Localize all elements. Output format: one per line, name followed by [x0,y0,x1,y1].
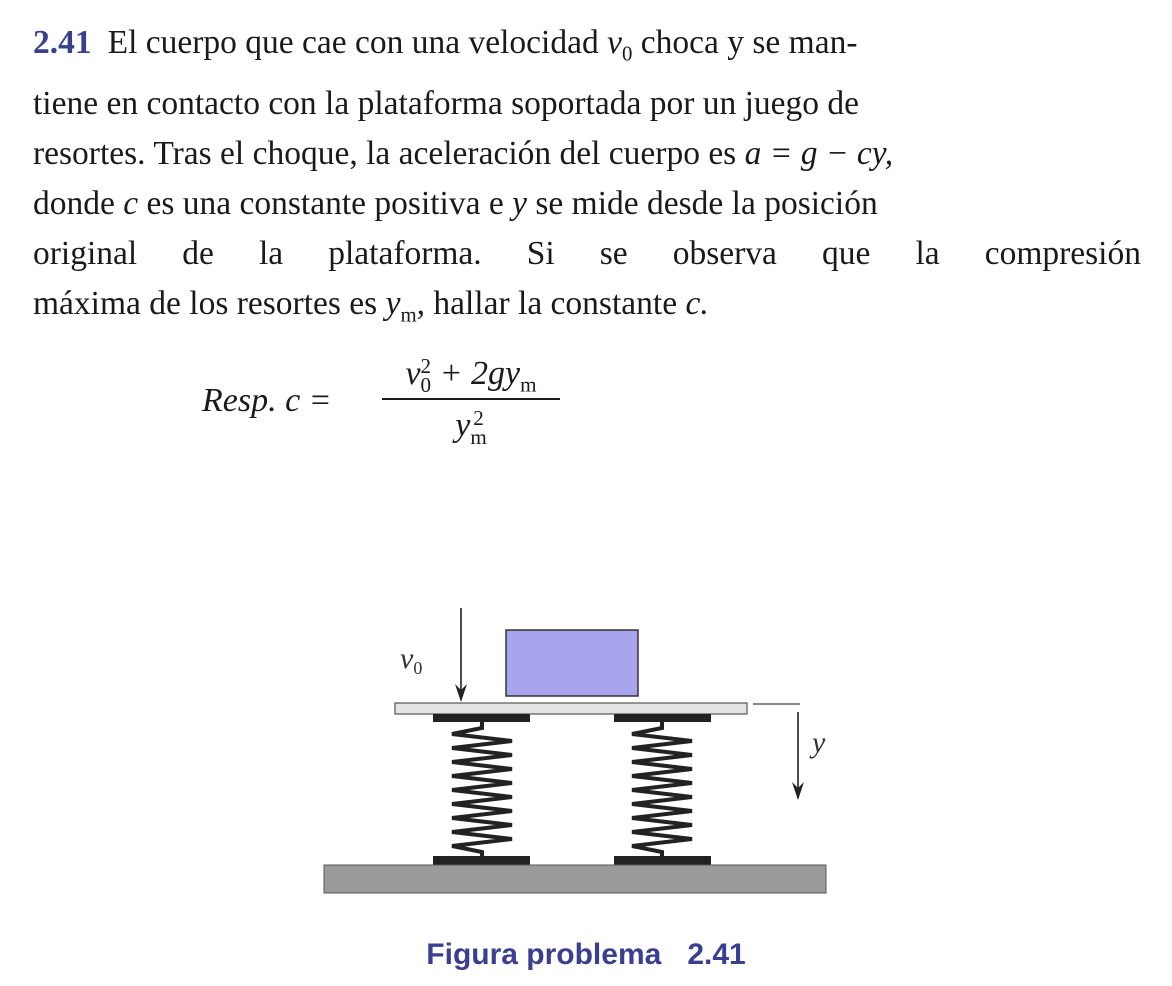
problem-text: es una constante positiva e [146,185,504,223]
denominator-sub: m [470,425,487,450]
spring-left [452,722,512,856]
caption-number: 2.41 [687,938,746,971]
platform [395,703,747,714]
y-label: y [812,726,826,759]
spring-left-top-cap [433,714,530,722]
v0-label: $v_0$ [400,642,423,678]
problem-text: hallar la constante [433,285,678,323]
v0-sub: 0 [621,42,633,66]
problem-line-2: tiene en contacto con la plataforma soportada por un juego de [33,85,860,123]
problem-text: donde [33,185,115,223]
numerator-v: v [405,355,421,392]
problem-line-5: original de la plataforma. Si se observa que la compresión [33,235,1141,273]
denominator-y: y [455,407,471,444]
problem-text: choca y se man- [640,24,858,61]
numerator-rest: + 2gy [431,355,521,392]
c-symbol-end: c. [685,285,709,323]
y-symbol: y [512,185,527,223]
v0-base: v [607,24,622,61]
numerator-v-sub: 0 [420,373,432,398]
ground [324,865,826,893]
numerator-rest-sub: m [520,372,537,397]
spring-right [632,722,692,856]
figure-caption [0,938,1172,972]
denominator-sup: 2 [473,406,484,431]
resp-label: Resp. [202,382,277,419]
spring-right-top-cap [614,714,711,722]
falling-block [506,630,638,696]
problem-text: se mide desde la posición [535,185,878,223]
c-symbol: c [123,185,139,223]
ym-punct: , [416,285,425,323]
caption-label: Figura problema [426,938,662,971]
spring-right-bottom-cap [614,856,711,865]
problem-text: máxima de los resortes es [33,285,378,323]
numerator-v-sup: 2 [420,354,432,379]
ym-sub: m [400,303,417,327]
problem-text: El cuerpo que cae con una velocidad [107,24,599,61]
problem-text: resortes. Tras el choque, la aceleración del cuerpo es [33,135,737,173]
problem-number: 2.41 [33,24,92,61]
acceleration-equation: a = g − cy, [744,135,894,173]
ym-base: y [385,285,401,323]
answer-c-equals: c = [285,382,332,419]
spring-left-bottom-cap [433,856,530,865]
